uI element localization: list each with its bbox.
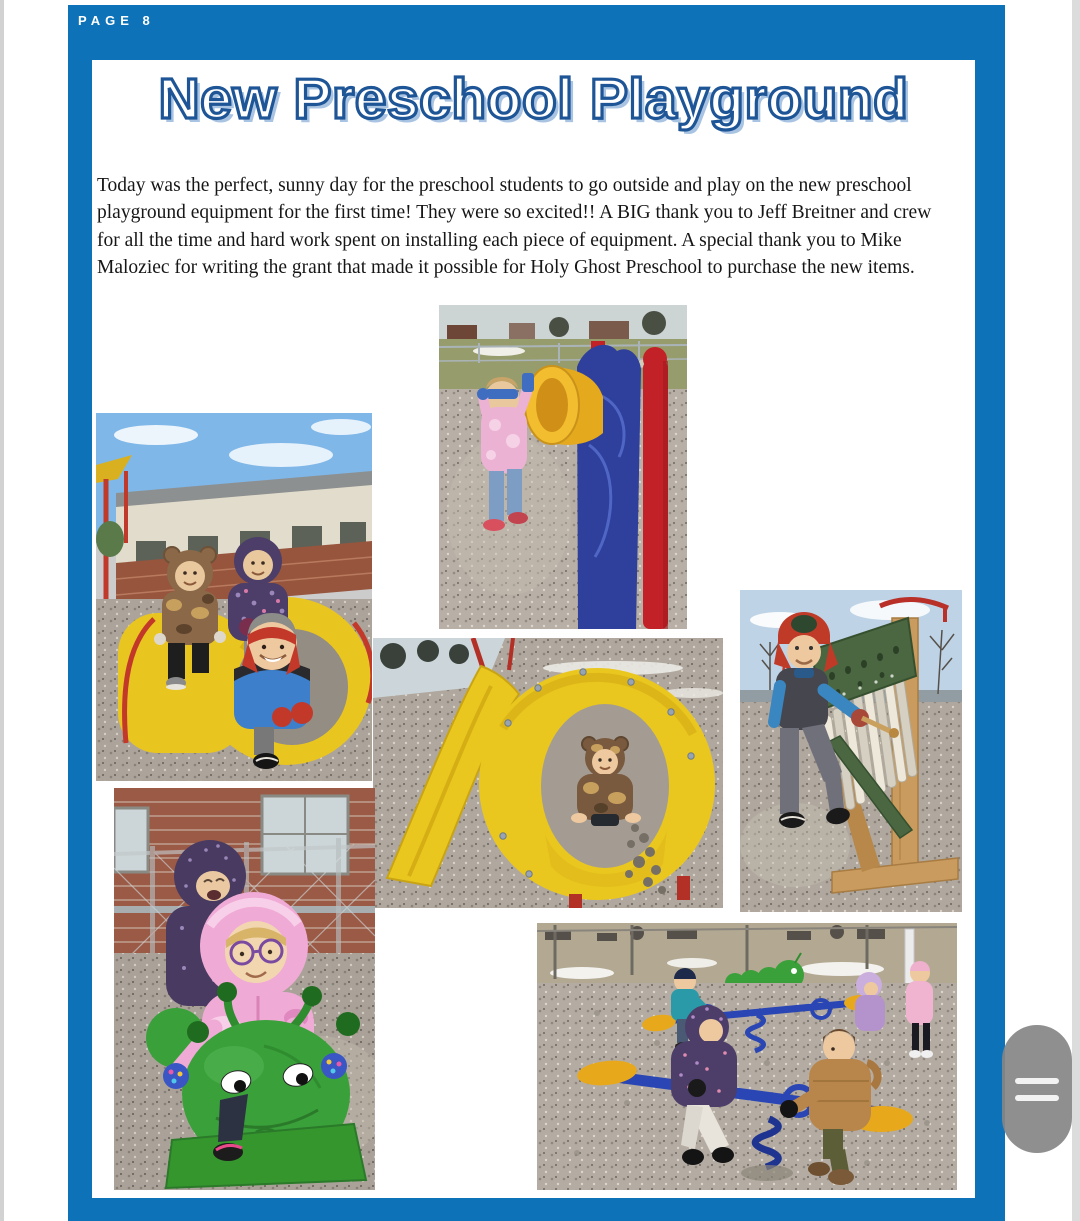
article-body: Today was the perfect, sunny day for the preschool students to go outside and play on the new preschool playground equipment for the first time! They were so excited!! A BIG thank you to Jeff Breitner and crew for all the time and hard work spent on installing each piece of equipment. A special thank you to Mike Maloziec for writing the grant that made it possible for Holy Ghost Preschool to purchase the new items. [97, 175, 932, 278]
photo-viewer-panel [439, 305, 687, 629]
drag-handle-line-icon [1015, 1095, 1059, 1101]
teeter-totter-illustration [537, 923, 957, 1190]
photo-caterpillar-rocker [114, 788, 375, 1190]
page-number-label: PAGE 8 [78, 13, 155, 28]
scroll-drag-handle[interactable] [1002, 1025, 1072, 1153]
photo-teeter-totter [537, 923, 957, 1190]
viewer-panel-illustration [439, 305, 687, 629]
left-gutter [0, 0, 4, 1221]
article-title: New Preschool Playground [158, 67, 909, 131]
photo-tunnel-climb [96, 413, 372, 781]
chime-panel-illustration [740, 590, 962, 912]
right-gutter [1072, 0, 1080, 1221]
tunnel-climb-illustration [96, 413, 372, 781]
newsletter-page [68, 5, 1005, 1221]
caterpillar-rocker-illustration [114, 788, 375, 1190]
tube-crawl-illustration [373, 638, 723, 908]
photo-tube-crawl [373, 638, 723, 908]
photo-chime-panel [740, 590, 962, 912]
page-content [92, 60, 975, 1198]
drag-handle-line-icon [1015, 1078, 1059, 1084]
